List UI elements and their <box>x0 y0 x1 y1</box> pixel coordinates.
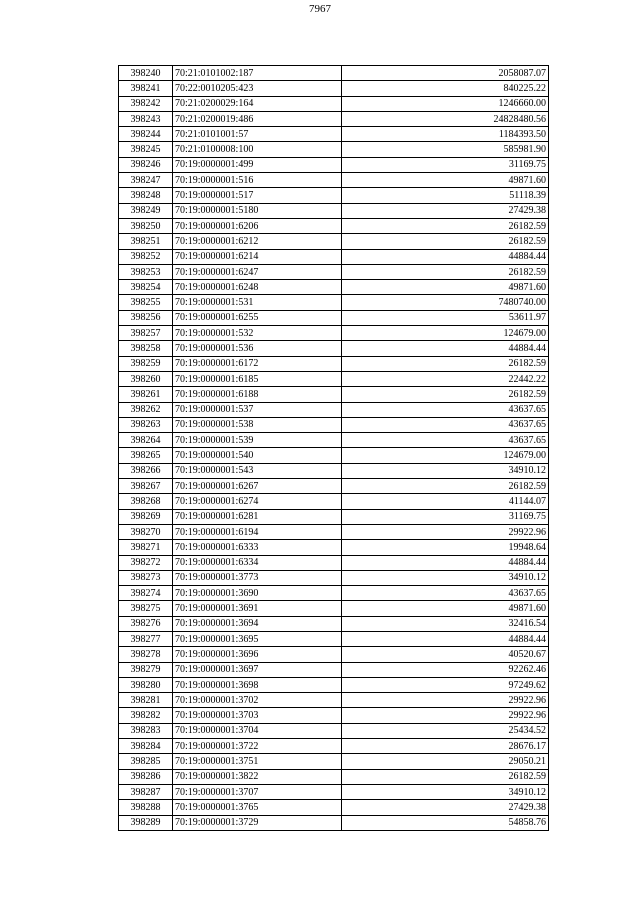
value-cell: 49871.60 <box>342 173 549 188</box>
value-cell: 24828480.56 <box>342 111 549 126</box>
value-cell: 92262.46 <box>342 662 549 677</box>
value-cell: 27429.38 <box>342 203 549 218</box>
value-cell: 29922.96 <box>342 693 549 708</box>
table-row <box>119 203 549 218</box>
cadastral-number-cell: 70:19:0000001:6212 <box>173 234 342 249</box>
cadastral-number-cell: 70:19:0000001:6281 <box>173 509 342 524</box>
value-cell: 26182.59 <box>342 264 549 279</box>
value-cell: 34910.12 <box>342 463 549 478</box>
value-cell: 44884.44 <box>342 631 549 646</box>
cadastral-number-cell: 70:19:0000001:3702 <box>173 693 342 708</box>
cadastral-number-cell: 70:19:0000001:538 <box>173 417 342 432</box>
value-cell: 31169.75 <box>342 157 549 172</box>
value-cell: 54858.76 <box>342 815 549 830</box>
row-number-cell: 398264 <box>119 433 173 448</box>
table-row <box>119 754 549 769</box>
row-number-cell: 398254 <box>119 280 173 295</box>
table-row <box>119 616 549 631</box>
cadastral-number-cell: 70:19:0000001:6214 <box>173 249 342 264</box>
value-cell: 29050.21 <box>342 754 549 769</box>
cadastral-number-cell: 70:19:0000001:3704 <box>173 723 342 738</box>
value-cell: 32416.54 <box>342 616 549 631</box>
cadastral-number-cell: 70:19:0000001:6248 <box>173 280 342 295</box>
row-number-cell: 398274 <box>119 586 173 601</box>
value-cell: 29922.96 <box>342 708 549 723</box>
cadastral-number-cell: 70:19:0000001:6206 <box>173 218 342 233</box>
table-row <box>119 494 549 509</box>
cadastral-number-cell: 70:19:0000001:6172 <box>173 356 342 371</box>
table-row <box>119 509 549 524</box>
cadastral-value-table <box>118 65 549 831</box>
row-number-cell: 398263 <box>119 417 173 432</box>
cadastral-number-cell: 70:19:0000001:3691 <box>173 601 342 616</box>
table-row <box>119 784 549 799</box>
table-row <box>119 570 549 585</box>
value-cell: 43637.65 <box>342 417 549 432</box>
row-number-cell: 398245 <box>119 142 173 157</box>
value-cell: 585981.90 <box>342 142 549 157</box>
table-row <box>119 708 549 723</box>
table-row <box>119 662 549 677</box>
row-number-cell: 398283 <box>119 723 173 738</box>
value-cell: 26182.59 <box>342 479 549 494</box>
value-cell: 43637.65 <box>342 402 549 417</box>
row-number-cell: 398259 <box>119 356 173 371</box>
row-number-cell: 398286 <box>119 769 173 784</box>
table-row <box>119 601 549 616</box>
cadastral-number-cell: 70:19:0000001:6255 <box>173 310 342 325</box>
row-number-cell: 398276 <box>119 616 173 631</box>
row-number-cell: 398269 <box>119 509 173 524</box>
table-row <box>119 815 549 830</box>
row-number-cell: 398241 <box>119 81 173 96</box>
cadastral-number-cell: 70:19:0000001:6274 <box>173 494 342 509</box>
row-number-cell: 398258 <box>119 341 173 356</box>
row-number-cell: 398281 <box>119 693 173 708</box>
table-row <box>119 647 549 662</box>
row-number-cell: 398289 <box>119 815 173 830</box>
value-cell: 51118.39 <box>342 188 549 203</box>
row-number-cell: 398272 <box>119 555 173 570</box>
cadastral-number-cell: 70:19:0000001:516 <box>173 173 342 188</box>
value-cell: 34910.12 <box>342 570 549 585</box>
value-cell: 1246660.00 <box>342 96 549 111</box>
cadastral-number-cell: 70:19:0000001:6267 <box>173 479 342 494</box>
value-cell: 7480740.00 <box>342 295 549 310</box>
table-row <box>119 677 549 692</box>
table-row <box>119 631 549 646</box>
value-cell: 1184393.50 <box>342 127 549 142</box>
cadastral-number-cell: 70:19:0000001:5180 <box>173 203 342 218</box>
row-number-cell: 398256 <box>119 310 173 325</box>
row-number-cell: 398285 <box>119 754 173 769</box>
value-cell: 40520.67 <box>342 647 549 662</box>
table-row <box>119 387 549 402</box>
row-number-cell: 398277 <box>119 631 173 646</box>
cadastral-number-cell: 70:19:0000001:536 <box>173 341 342 356</box>
cadastral-number-cell: 70:21:0200029:164 <box>173 96 342 111</box>
table-row <box>119 402 549 417</box>
row-number-cell: 398251 <box>119 234 173 249</box>
row-number-cell: 398282 <box>119 708 173 723</box>
table-row <box>119 310 549 325</box>
row-number-cell: 398260 <box>119 371 173 386</box>
row-number-cell: 398262 <box>119 402 173 417</box>
value-cell: 31169.75 <box>342 509 549 524</box>
row-number-cell: 398247 <box>119 173 173 188</box>
table-row <box>119 234 549 249</box>
value-cell: 49871.60 <box>342 601 549 616</box>
cadastral-number-cell: 70:19:0000001:6247 <box>173 264 342 279</box>
value-cell: 44884.44 <box>342 555 549 570</box>
value-cell: 26182.59 <box>342 218 549 233</box>
cadastral-number-cell: 70:19:0000001:532 <box>173 326 342 341</box>
table-row <box>119 739 549 754</box>
row-number-cell: 398265 <box>119 448 173 463</box>
cadastral-number-cell: 70:19:0000001:539 <box>173 433 342 448</box>
cadastral-number-cell: 70:21:0101001:57 <box>173 127 342 142</box>
table-row <box>119 81 549 96</box>
table-row <box>119 769 549 784</box>
table-row <box>119 142 549 157</box>
value-cell: 22442.22 <box>342 371 549 386</box>
value-cell: 49871.60 <box>342 280 549 295</box>
row-number-cell: 398252 <box>119 249 173 264</box>
row-number-cell: 398279 <box>119 662 173 677</box>
table-row <box>119 264 549 279</box>
cadastral-number-cell: 70:19:0000001:499 <box>173 157 342 172</box>
row-number-cell: 398275 <box>119 601 173 616</box>
cadastral-number-cell: 70:19:0000001:6194 <box>173 524 342 539</box>
value-cell: 44884.44 <box>342 249 549 264</box>
table-row <box>119 723 549 738</box>
value-cell: 44884.44 <box>342 341 549 356</box>
cadastral-number-cell: 70:21:0101002:187 <box>173 66 342 81</box>
table-row <box>119 96 549 111</box>
row-number-cell: 398243 <box>119 111 173 126</box>
cadastral-number-cell: 70:19:0000001:531 <box>173 295 342 310</box>
cadastral-number-cell: 70:19:0000001:6185 <box>173 371 342 386</box>
row-number-cell: 398288 <box>119 800 173 815</box>
row-number-cell: 398242 <box>119 96 173 111</box>
cadastral-number-cell: 70:21:0100008:100 <box>173 142 342 157</box>
value-cell: 29922.96 <box>342 524 549 539</box>
table-row <box>119 188 549 203</box>
cadastral-number-cell: 70:19:0000001:540 <box>173 448 342 463</box>
cadastral-number-cell: 70:19:0000001:3707 <box>173 784 342 799</box>
row-number-cell: 398261 <box>119 387 173 402</box>
table-row <box>119 218 549 233</box>
row-number-cell: 398255 <box>119 295 173 310</box>
table-row <box>119 800 549 815</box>
value-cell: 840225.22 <box>342 81 549 96</box>
row-number-cell: 398284 <box>119 739 173 754</box>
row-number-cell: 398271 <box>119 540 173 555</box>
value-cell: 124679.00 <box>342 448 549 463</box>
table-row <box>119 127 549 142</box>
value-cell: 26182.59 <box>342 387 549 402</box>
value-cell: 2058087.07 <box>342 66 549 81</box>
table-row <box>119 280 549 295</box>
cadastral-number-cell: 70:19:0000001:3822 <box>173 769 342 784</box>
cadastral-number-cell: 70:19:0000001:3729 <box>173 815 342 830</box>
value-cell: 26182.59 <box>342 769 549 784</box>
row-number-cell: 398267 <box>119 479 173 494</box>
row-number-cell: 398278 <box>119 647 173 662</box>
value-cell: 41144.07 <box>342 494 549 509</box>
table-row <box>119 586 549 601</box>
page-number: 7967 <box>309 3 331 15</box>
table-row <box>119 479 549 494</box>
value-cell: 97249.62 <box>342 677 549 692</box>
table-row <box>119 524 549 539</box>
row-number-cell: 398268 <box>119 494 173 509</box>
row-number-cell: 398244 <box>119 127 173 142</box>
row-number-cell: 398273 <box>119 570 173 585</box>
value-cell: 19948.64 <box>342 540 549 555</box>
table-row <box>119 448 549 463</box>
cadastral-number-cell: 70:19:0000001:3690 <box>173 586 342 601</box>
cadastral-number-cell: 70:19:0000001:3773 <box>173 570 342 585</box>
cadastral-number-cell: 70:19:0000001:3698 <box>173 677 342 692</box>
value-cell: 34910.12 <box>342 784 549 799</box>
cadastral-number-cell: 70:19:0000001:3697 <box>173 662 342 677</box>
row-number-cell: 398257 <box>119 326 173 341</box>
value-cell: 43637.65 <box>342 433 549 448</box>
table-row <box>119 295 549 310</box>
table-row <box>119 157 549 172</box>
value-cell: 27429.38 <box>342 800 549 815</box>
table-row <box>119 463 549 478</box>
cadastral-number-cell: 70:19:0000001:517 <box>173 188 342 203</box>
cadastral-number-cell: 70:19:0000001:6334 <box>173 555 342 570</box>
table-row <box>119 693 549 708</box>
table-row <box>119 66 549 81</box>
table-row <box>119 555 549 570</box>
value-cell: 28676.17 <box>342 739 549 754</box>
table-row <box>119 371 549 386</box>
cadastral-number-cell: 70:19:0000001:3765 <box>173 800 342 815</box>
table-row <box>119 356 549 371</box>
cadastral-number-cell: 70:19:0000001:3696 <box>173 647 342 662</box>
table-row <box>119 433 549 448</box>
value-cell: 26182.59 <box>342 234 549 249</box>
cadastral-number-cell: 70:19:0000001:3695 <box>173 631 342 646</box>
value-cell: 53611.97 <box>342 310 549 325</box>
row-number-cell: 398249 <box>119 203 173 218</box>
row-number-cell: 398240 <box>119 66 173 81</box>
cadastral-number-cell: 70:22:0010205:423 <box>173 81 342 96</box>
value-cell: 26182.59 <box>342 356 549 371</box>
table-row <box>119 173 549 188</box>
table-row <box>119 540 549 555</box>
cadastral-number-cell: 70:21:0200019:486 <box>173 111 342 126</box>
table-row <box>119 326 549 341</box>
row-number-cell: 398248 <box>119 188 173 203</box>
cadastral-number-cell: 70:19:0000001:6333 <box>173 540 342 555</box>
cadastral-number-cell: 70:19:0000001:3722 <box>173 739 342 754</box>
row-number-cell: 398280 <box>119 677 173 692</box>
cadastral-number-cell: 70:19:0000001:537 <box>173 402 342 417</box>
cadastral-number-cell: 70:19:0000001:6188 <box>173 387 342 402</box>
row-number-cell: 398270 <box>119 524 173 539</box>
row-number-cell: 398253 <box>119 264 173 279</box>
row-number-cell: 398250 <box>119 218 173 233</box>
cadastral-number-cell: 70:19:0000001:3751 <box>173 754 342 769</box>
table-body <box>119 66 549 831</box>
cadastral-number-cell: 70:19:0000001:543 <box>173 463 342 478</box>
table-row <box>119 417 549 432</box>
value-cell: 124679.00 <box>342 326 549 341</box>
cadastral-number-cell: 70:19:0000001:3694 <box>173 616 342 631</box>
table-row <box>119 111 549 126</box>
cadastral-number-cell: 70:19:0000001:3703 <box>173 708 342 723</box>
table-row <box>119 249 549 264</box>
row-number-cell: 398266 <box>119 463 173 478</box>
table-row <box>119 341 549 356</box>
row-number-cell: 398287 <box>119 784 173 799</box>
row-number-cell: 398246 <box>119 157 173 172</box>
value-cell: 43637.65 <box>342 586 549 601</box>
value-cell: 25434.52 <box>342 723 549 738</box>
